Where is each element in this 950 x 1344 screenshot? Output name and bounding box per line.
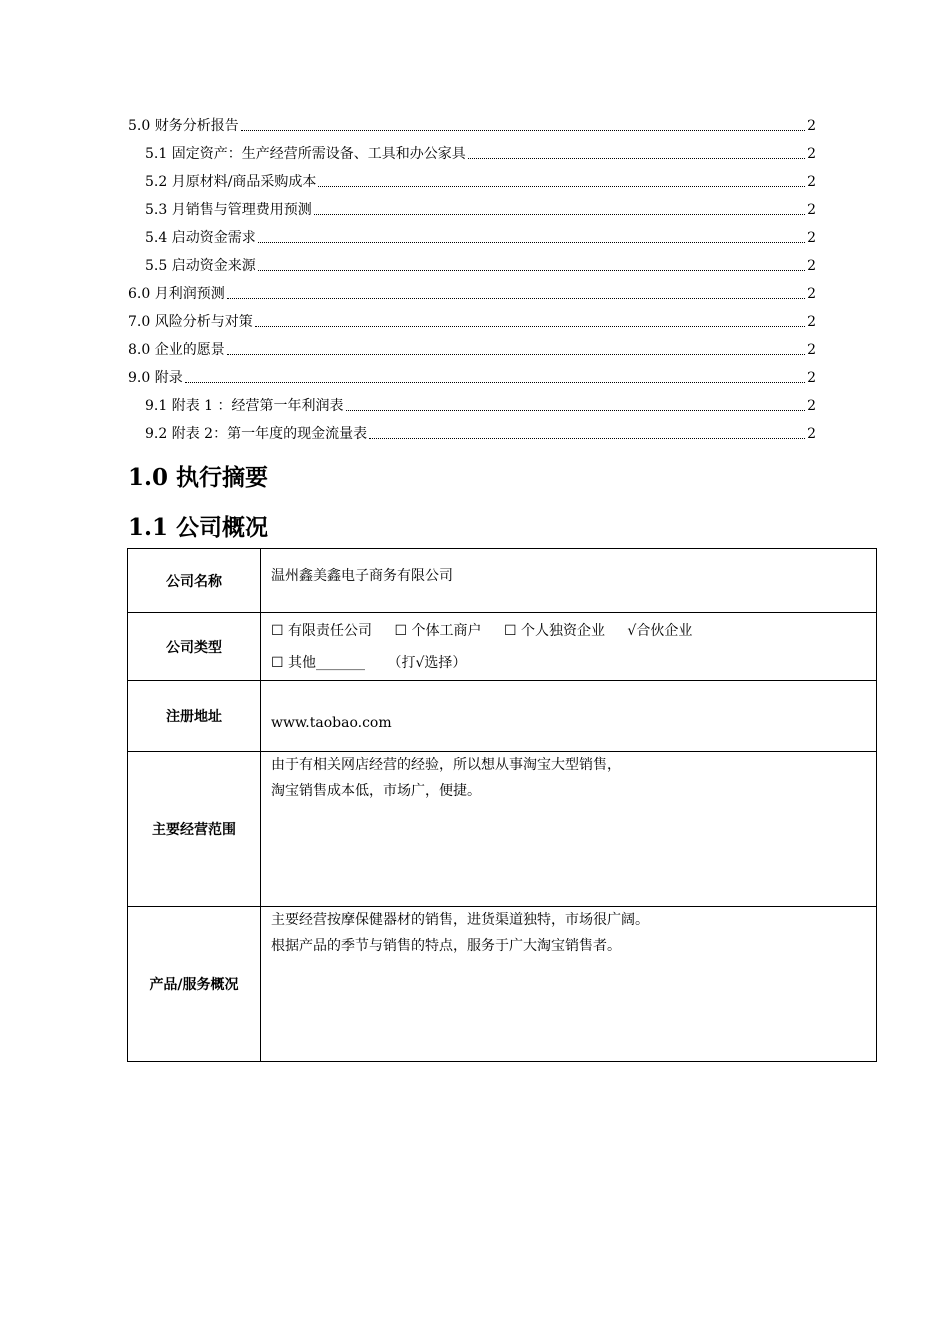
product-service-line: 根据产品的季节与销售的特点，服务于广大淘宝销售者。 xyxy=(271,938,621,954)
toc-leader xyxy=(258,270,805,271)
toc-label: 6.0 月利润预测 xyxy=(128,286,225,302)
registered-address-label: 注册地址 xyxy=(128,681,261,752)
toc-page: 2 xyxy=(807,174,816,190)
toc-label: 5.4 启动资金需求 xyxy=(145,230,256,246)
option-individual-business[interactable]: ☐ 个体工商户 xyxy=(394,623,482,639)
toc-page: 2 xyxy=(807,230,816,246)
toc-leader xyxy=(468,158,805,159)
toc-leader xyxy=(227,298,805,299)
toc-entry[interactable] xyxy=(128,308,816,336)
toc-label: 5.2 月原材料/商品采购成本 xyxy=(145,174,317,190)
toc-entry[interactable] xyxy=(128,392,816,420)
toc-page: 2 xyxy=(807,398,816,414)
toc-leader xyxy=(255,326,805,327)
product-service-value xyxy=(261,907,877,1062)
option-sole-proprietorship[interactable]: ☐ 个人独资企业 xyxy=(503,623,605,639)
toc-leader xyxy=(318,186,805,187)
section-heading-executive-summary: 1.0 执行摘要 xyxy=(128,464,269,491)
toc-entry[interactable] xyxy=(128,280,816,308)
toc-page: 2 xyxy=(807,258,816,274)
toc-label: 5.3 月销售与管理费用预测 xyxy=(145,202,312,218)
toc-page: 2 xyxy=(807,342,816,358)
company-name-label: 公司名称 xyxy=(128,549,261,613)
toc-leader xyxy=(346,410,806,411)
toc-leader xyxy=(185,382,805,383)
option-partnership[interactable]: √合伙企业 xyxy=(627,623,693,639)
registered-address-value: www.taobao.com xyxy=(261,681,877,752)
toc-page: 2 xyxy=(807,118,816,134)
toc-label: 9.2 附表 2：第一年度的现金流量表 xyxy=(145,426,368,442)
toc-label: 5.1 固定资产：生产经营所需设备、工具和办公家具 xyxy=(145,146,466,162)
business-scope-line: 由于有相关网店经营的经验，所以想从事淘宝大型销售， xyxy=(271,757,621,773)
toc-label: 5.0 财务分析报告 xyxy=(128,118,239,134)
toc-entry[interactable] xyxy=(128,420,816,448)
product-service-label: 产品/服务概况 xyxy=(128,907,261,1062)
toc-page: 2 xyxy=(807,146,816,162)
table-row xyxy=(128,907,877,1062)
selection-hint: （打√选择） xyxy=(387,655,467,671)
toc-page: 2 xyxy=(807,202,816,218)
toc-page: 2 xyxy=(807,426,816,442)
section-heading-company-overview: 1.1 公司概况 xyxy=(128,514,269,541)
toc-entry[interactable] xyxy=(128,364,816,392)
option-limited-company[interactable]: ☐ 有限责任公司 xyxy=(271,623,373,639)
toc-page: 2 xyxy=(807,286,816,302)
company-overview-table xyxy=(127,548,877,1062)
toc-entry[interactable] xyxy=(128,112,816,140)
company-type-label: 公司类型 xyxy=(128,613,261,681)
toc-label: 5.5 启动资金来源 xyxy=(145,258,256,274)
toc-label: 7.0 风险分析与对策 xyxy=(128,314,253,330)
toc-leader xyxy=(314,214,805,215)
toc-entry[interactable] xyxy=(128,140,816,168)
toc-leader xyxy=(369,438,805,439)
option-other[interactable]: ☐ 其他_______ xyxy=(271,655,366,671)
business-scope-line: 淘宝销售成本低，市场广，便捷。 xyxy=(271,783,481,799)
table-row xyxy=(128,752,877,907)
toc-label: 9.1 附表 1 ：经营第一年利润表 xyxy=(145,398,344,414)
table-row xyxy=(128,549,877,613)
toc-entry[interactable] xyxy=(128,336,816,364)
toc-page: 2 xyxy=(807,314,816,330)
toc-entry[interactable] xyxy=(128,196,816,224)
toc-leader xyxy=(227,354,805,355)
company-type-options xyxy=(261,613,877,681)
table-of-contents xyxy=(128,112,816,448)
table-row xyxy=(128,613,877,681)
toc-page: 2 xyxy=(807,370,816,386)
toc-label: 9.0 附录 xyxy=(128,370,183,386)
toc-leader xyxy=(241,130,805,131)
toc-label: 8.0 企业的愿景 xyxy=(128,342,225,358)
business-scope-label: 主要经营范围 xyxy=(128,752,261,907)
toc-entry[interactable] xyxy=(128,224,816,252)
toc-entry[interactable] xyxy=(128,252,816,280)
business-scope-value xyxy=(261,752,877,907)
toc-entry[interactable] xyxy=(128,168,816,196)
company-name-value: 温州鑫美鑫电子商务有限公司 xyxy=(261,549,877,613)
table-row xyxy=(128,681,877,752)
toc-leader xyxy=(258,242,805,243)
product-service-line: 主要经营按摩保健器材的销售，进货渠道独特，市场很广阔。 xyxy=(271,912,649,928)
